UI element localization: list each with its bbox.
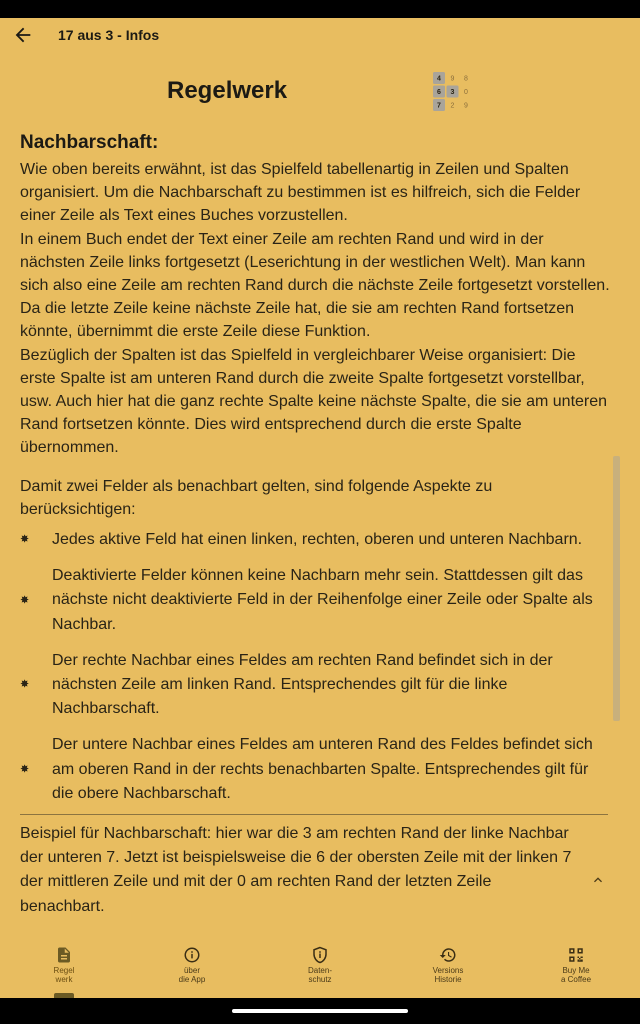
logo-cell-value: 2	[450, 102, 455, 110]
logo-cell-value: 0	[464, 89, 468, 97]
scrollbar[interactable]	[613, 456, 620, 721]
paragraph: In einem Buch endet der Text einer Zeile am rechten Rand und wird in der nächsten Zeile links fortgesetzt (Leserichtung in der westlichen Welt). Man kann sich also eine Zeile am rechten Rand durch die nächste Zeile fortgesetzt vorstellen. Da die letzte Zeile keine nächste Zeile hat, die sie am rechten Rand fortsetzen könnte, übernimmt die erste Zeile diese Funktion.	[20, 230, 610, 341]
logo-cell-value: 3	[450, 89, 455, 97]
nav-label: Daten- schutz	[307, 966, 332, 984]
nav-label: Regel werk	[53, 966, 75, 984]
bottom-navigation	[0, 940, 640, 998]
nav-label: Buy Me a Coffee	[560, 966, 592, 984]
info-icon	[183, 946, 201, 964]
bullet-star-icon: ✸	[20, 678, 30, 691]
nav-item-history[interactable]	[398, 940, 498, 984]
bullet-star-icon: ✸	[20, 763, 30, 776]
paragraph: Bezüglich der Spalten ist das Spielfeld in vergleichbarer Weise organisiert: Die erste Spalte ist am unteren Rand durch die zweite Spalte fortgesetzt vorstellbar, usw. Auch hier hat die ganz rechte Spalte keine nächste Spalte, die sie am unteren Rand fortsetzen könnte. Dies wird entsprechend durch die erste Spalte übernommen.	[20, 346, 608, 457]
list-item-text: Jedes aktive Feld hat einen linken, rechten, oberen und unteren Nachbarn.	[52, 531, 583, 549]
logo-cell-value: 9	[450, 75, 455, 83]
history-icon	[439, 946, 457, 964]
divider	[20, 814, 608, 815]
list-item	[20, 564, 610, 637]
bullet-star-icon: ✸	[20, 594, 30, 607]
document-icon	[55, 946, 73, 964]
back-arrow-icon[interactable]	[12, 24, 34, 46]
nav-label: Versions Historie	[432, 966, 464, 984]
logo-cell-value: 8	[464, 75, 468, 83]
nav-label: über die App	[178, 966, 206, 984]
number-grid-logo	[432, 71, 472, 111]
app-bar	[0, 18, 640, 52]
bullet-star-icon: ✸	[20, 533, 30, 546]
nav-item-privacy[interactable]	[270, 940, 370, 984]
nav-item-coffee[interactable]	[526, 940, 626, 984]
nav-item-regelwerk[interactable]	[14, 940, 114, 984]
logo-cell-value: 7	[437, 102, 441, 110]
app-title: 17 aus 3 - Infos	[58, 27, 160, 43]
nav-item-about[interactable]	[142, 940, 242, 984]
section-title: Nachbarschaft:	[20, 132, 159, 153]
list-item-text: Der rechte Nachbar eines Feldes am rechten Rand befindet sich in der nächsten Zeile am linken Rand. Entsprechendes gilt für die linke Nachbarschaft.	[52, 651, 553, 718]
list-item-text: Der untere Nachbar eines Feldes am unteren Rand des Feldes befindet sich am oberen Rand in der rechts benachbarten Spalte. Entsprechendes gilt für die obere Nachbarschaft.	[52, 736, 593, 802]
example-text: Beispiel für Nachbarschaft: hier war die 3 am rechten Rand der linke Nachbar der unteren 7. Jetzt ist beispielsweise die 6 der obersten Zeile mit der linken 7 der mittleren Zeile und mit der 0 am rechten Rand der letzten Zeile benachbart.	[20, 825, 572, 915]
shield-icon	[311, 946, 329, 964]
list-item	[20, 649, 610, 722]
logo-cell-value: 6	[437, 89, 441, 97]
paragraph: Wie oben bereits erwähnt, ist das Spielfeld tabellenartig in Zeilen und Spalten organisiert. Um die Nachbarschaft zu bestimmen ist es hilfreich, sich die Felder einer Zeile als Text eines Buches vorzustellen.	[20, 161, 581, 225]
logo-cell-value: 4	[437, 75, 441, 83]
list-item	[20, 528, 610, 552]
chevron-up-icon[interactable]	[590, 872, 606, 888]
status-bar	[0, 0, 640, 18]
logo-cell-value: 9	[464, 102, 468, 110]
rules-content	[20, 131, 610, 818]
list-item	[20, 733, 610, 806]
home-handle[interactable]	[232, 1009, 408, 1013]
rules-list	[20, 528, 610, 806]
system-nav-bar	[0, 998, 640, 1024]
list-item-text: Deaktivierte Felder können keine Nachbarn mehr sein. Stattdessen gilt das nächste nicht deaktivierte Feld in der Reihenfolge einer Zeile oder Spalte als Nachbar.	[52, 567, 593, 633]
page-heading: Regelwerk	[167, 77, 288, 104]
bullet-intro: Damit zwei Felder als benachbart gelten, sind folgende Aspekte zu berücksichtigen:	[20, 477, 493, 518]
qr-code-icon	[567, 946, 585, 964]
